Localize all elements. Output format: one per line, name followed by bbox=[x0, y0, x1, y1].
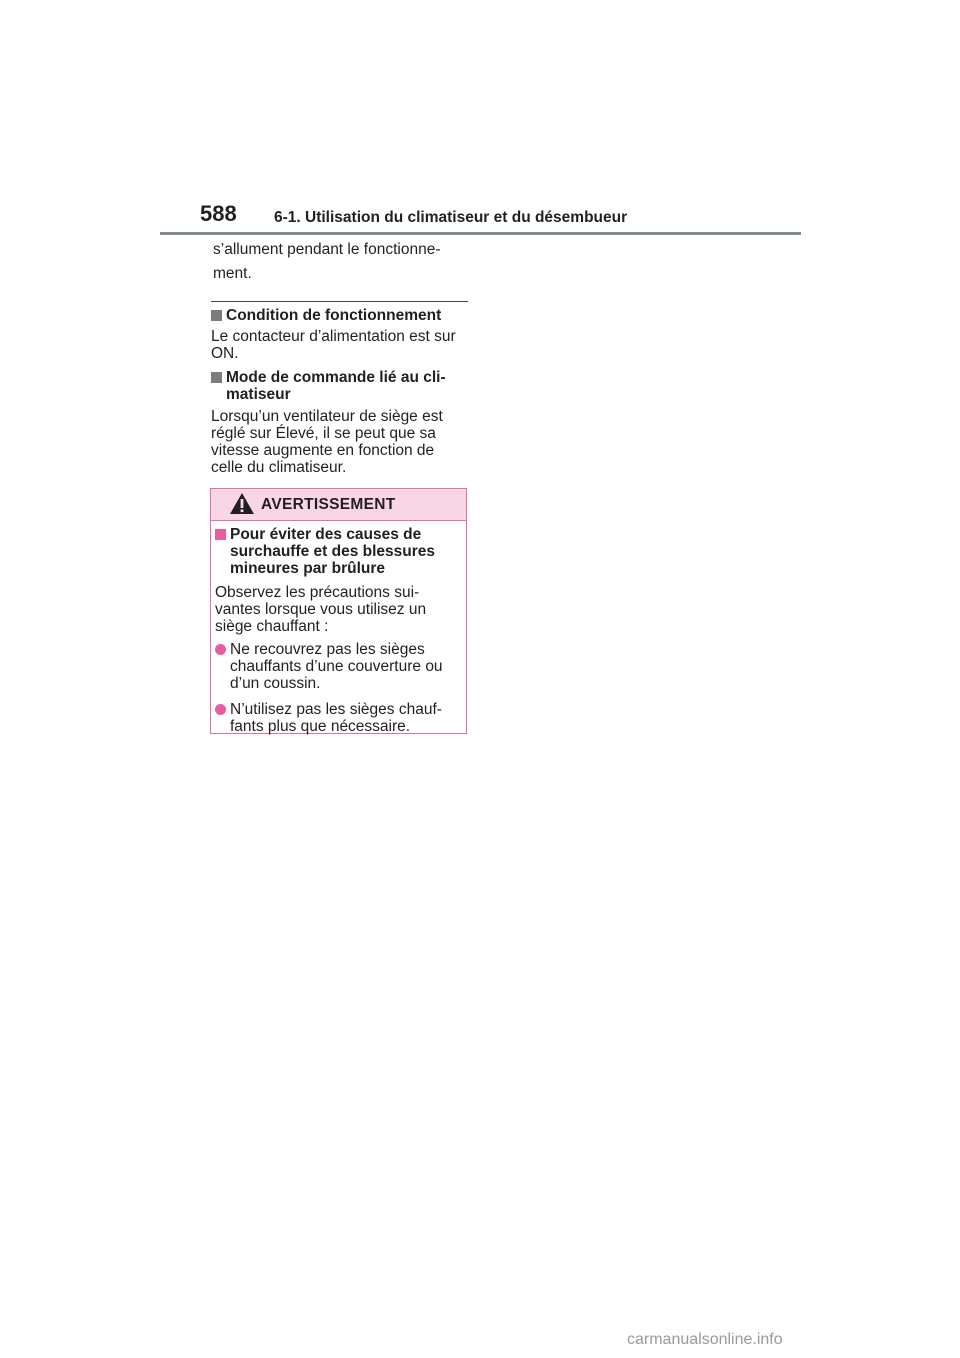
warning-bullet bbox=[215, 641, 462, 692]
warning-bullet bbox=[215, 701, 462, 735]
warning-bullet-text: Ne recouvrez pas les sièges chauffants d’une couverture ou d’un coussin. bbox=[230, 641, 443, 692]
square-bullet-icon bbox=[215, 529, 226, 540]
warning-body bbox=[211, 521, 466, 735]
warning-heading-text: Pour éviter des causes de surchauffe et des blessures mineures par brûlure bbox=[230, 526, 436, 577]
warning-triangle-icon bbox=[229, 492, 255, 515]
page-number: 588 bbox=[200, 201, 237, 226]
circle-bullet-icon bbox=[215, 644, 226, 655]
section-heading-text: Condition de fonctionnement bbox=[226, 307, 442, 324]
intro-line-1: s’allument pendant le fonctionne- bbox=[213, 241, 441, 258]
section-divider bbox=[211, 301, 468, 302]
square-bullet-icon bbox=[211, 310, 222, 321]
section-heading-operating-condition bbox=[211, 307, 470, 324]
section-body-control-mode: Lorsqu’un ventilateur de siège est réglé sur Élevé, il se peut que sa vitesse augmente en fonction de celle du climatiseur. bbox=[211, 408, 443, 476]
circle-bullet-icon bbox=[215, 704, 226, 715]
section-body-operating-condition: Le contacteur d’alimentation est sur ON. bbox=[211, 328, 456, 362]
warning-box bbox=[210, 488, 467, 734]
warning-title: AVERTISSEMENT bbox=[261, 496, 396, 513]
warning-bullet-text: N’utilisez pas les sièges chauf-fants plus que nécessaire. bbox=[230, 701, 442, 735]
square-bullet-icon bbox=[211, 372, 222, 383]
header-rule bbox=[160, 232, 801, 235]
main-column bbox=[211, 241, 470, 476]
section-title: 6-1. Utilisation du climatiseur et du désembueur bbox=[274, 209, 628, 226]
section-heading-text: Mode de commande lié au cli-matiseur bbox=[226, 369, 446, 403]
warning-header bbox=[211, 489, 466, 521]
section-heading-control-mode bbox=[211, 369, 470, 403]
watermark: carmanualsonline.info bbox=[627, 1331, 783, 1348]
intro-line-2: ment. bbox=[213, 265, 252, 282]
warning-paragraph: Observez les précautions sui-vantes lorsque vous utilisez un siège chauffant : bbox=[215, 584, 427, 635]
warning-heading bbox=[215, 526, 462, 577]
